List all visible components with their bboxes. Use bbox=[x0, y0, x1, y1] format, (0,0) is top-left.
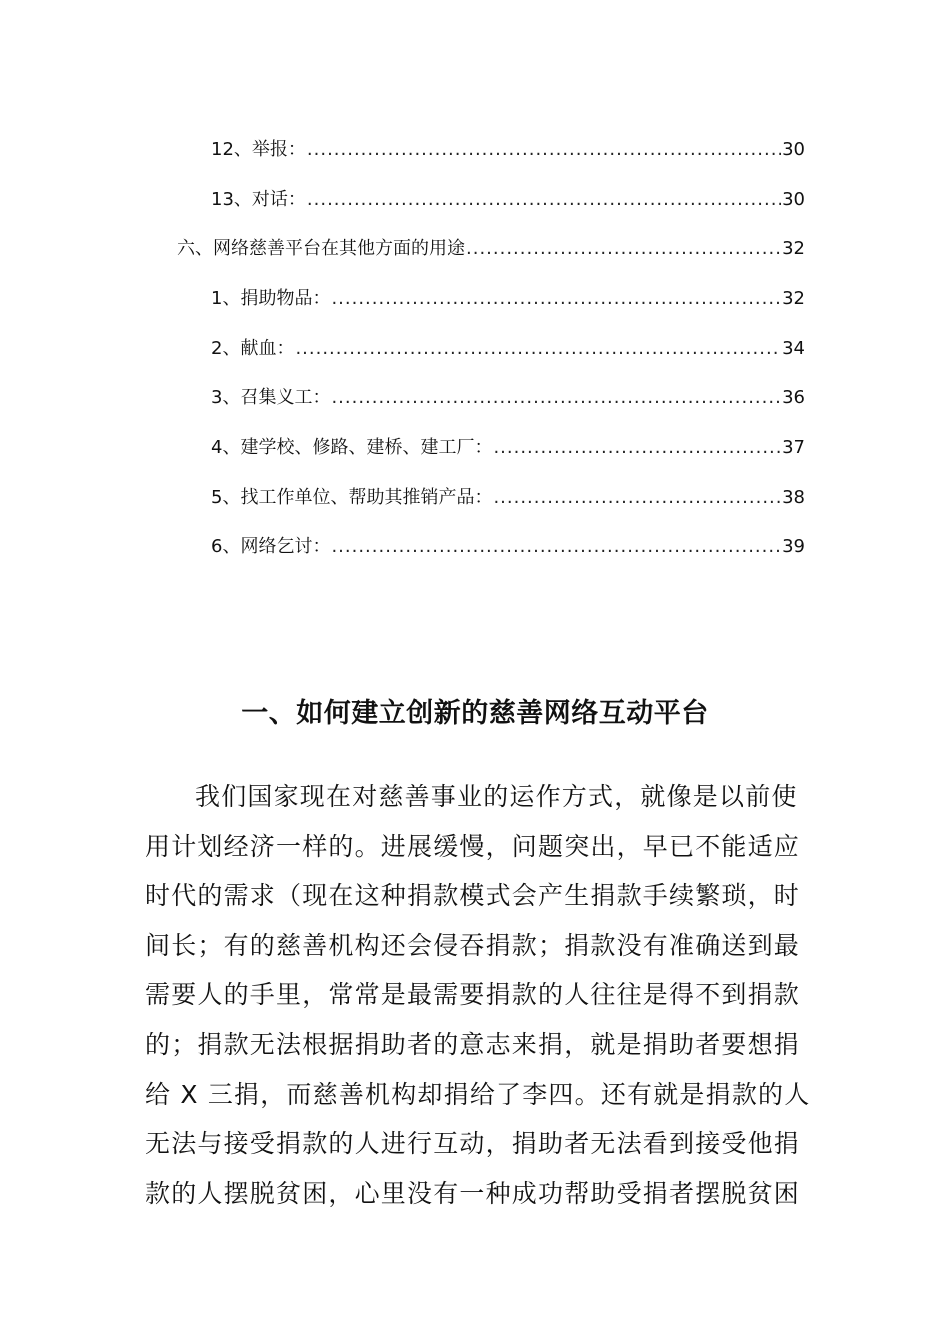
toc-leader-dots bbox=[307, 188, 781, 212]
toc-leader-dots bbox=[295, 337, 781, 361]
paragraph-line: 用计划经济一样的。进展缓慢，问题突出，早已不能适应 bbox=[145, 831, 801, 861]
paragraph-line: 款的人摆脱贫困，心里没有一种成功帮助受捐者摆脱贫困 bbox=[145, 1178, 801, 1208]
paragraph-line: 无法与接受捐款的人进行互动，捐助者无法看到接受他捐 bbox=[145, 1129, 801, 1159]
toc-entry[interactable] bbox=[211, 436, 805, 460]
toc-entry[interactable] bbox=[211, 287, 805, 311]
toc-entry[interactable] bbox=[211, 188, 805, 212]
toc-entry-page: 39 bbox=[782, 536, 805, 557]
toc-entry-label: 2、献血： bbox=[211, 338, 295, 359]
toc-entry-page: 36 bbox=[782, 387, 805, 408]
paragraph-line: 间长；有的慈善机构还会侵吞捐款；捐款没有准确送到最 bbox=[145, 930, 801, 960]
toc-leader-dots bbox=[493, 436, 781, 460]
toc-entry[interactable] bbox=[211, 486, 805, 510]
toc-entry-page: 30 bbox=[782, 189, 805, 210]
toc-entry-page: 30 bbox=[782, 139, 805, 160]
paragraph-line: 时代的需求（现在这种捐款模式会产生捐款手续繁琐，时 bbox=[145, 881, 801, 911]
toc-entry-label: 3、召集义工： bbox=[211, 387, 331, 408]
toc-leader-dots bbox=[466, 237, 781, 261]
toc-entry-page: 38 bbox=[782, 487, 805, 508]
toc-leader-dots bbox=[331, 386, 781, 410]
paragraph-line: 我们国家现在对慈善事业的运作方式，就像是以前使 bbox=[195, 782, 798, 811]
toc-entry[interactable] bbox=[211, 138, 805, 162]
toc-leader-dots bbox=[331, 287, 781, 311]
section-heading: 一、如何建立创新的慈善网络互动平台 bbox=[241, 698, 709, 730]
toc-entry[interactable] bbox=[211, 535, 805, 559]
toc-entry-label: 13、对话： bbox=[211, 189, 306, 210]
toc-entry-label: 6、网络乞讨： bbox=[211, 536, 331, 557]
paragraph-line: 的；捐款无法根据捐助者的意志来捐，就是捐助者要想捐 bbox=[145, 1029, 801, 1059]
paragraph-line: 给 X 三捐，而慈善机构却捐给了李四。还有就是捐款的人 bbox=[145, 1079, 811, 1109]
paragraph-line: 需要人的手里，常常是最需要捐款的人往往是得不到捐款 bbox=[145, 980, 801, 1010]
toc-entry[interactable] bbox=[211, 337, 805, 361]
toc-entry-label: 5、找工作单位、帮助其推销产品： bbox=[211, 487, 493, 508]
toc-entry-label: 12、举报： bbox=[211, 139, 306, 160]
toc-leader-dots bbox=[307, 138, 781, 162]
toc-leader-dots bbox=[493, 486, 781, 510]
toc-entry-page: 37 bbox=[782, 437, 805, 458]
toc-leader-dots bbox=[331, 535, 781, 559]
toc-entry-page: 34 bbox=[782, 338, 805, 359]
toc-section-entry[interactable] bbox=[177, 237, 805, 261]
toc-entry-page: 32 bbox=[782, 288, 805, 309]
body-paragraph bbox=[145, 772, 811, 1218]
toc-entry-label: 4、建学校、修路、建桥、建工厂： bbox=[211, 437, 493, 458]
toc-entry-label: 六、网络慈善平台在其他方面的用途 bbox=[177, 238, 465, 259]
toc-entry-label: 1、捐助物品： bbox=[211, 288, 331, 309]
toc-entry[interactable] bbox=[211, 386, 805, 410]
toc-entry-page: 32 bbox=[782, 238, 805, 259]
